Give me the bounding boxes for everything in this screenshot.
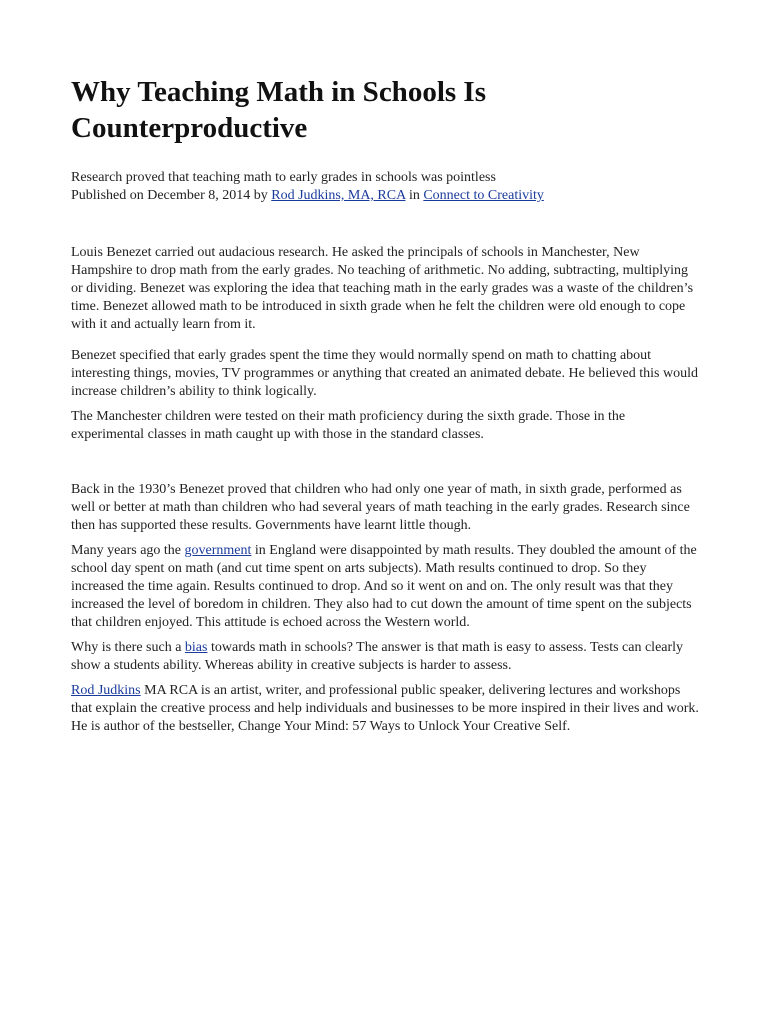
paragraph-2: Benezet specified that early grades spent the time they would normally spend on math to chatting about interesting things, movies, TV programmes or anything that created an animated debate. He believed this would increase children’s ability to think logically. bbox=[71, 348, 698, 399]
paragraph-5 bbox=[71, 542, 701, 632]
article-title: Why Teaching Math in Schools Is Counterproductive bbox=[71, 76, 486, 144]
bias-link[interactable]: bias bbox=[184, 640, 208, 655]
byline bbox=[71, 187, 701, 205]
author-bio-text: MA RCA is an artist, writer, and professional public speaker, delivering lectures and workshops that explain the creative process and help individuals and businesses to be more inspired in their lives and work. He is author of the bestseller, Change Your Mind: 57 Ways to Unlock Your Creative Self. bbox=[71, 683, 699, 734]
author-link[interactable]: Rod Judkins, MA, RCA bbox=[271, 188, 406, 203]
paragraph-6-start: Why is there such a bbox=[71, 640, 185, 655]
author-bio bbox=[71, 682, 701, 736]
byline-in: in bbox=[405, 188, 424, 203]
paragraph-6-end: towards math in schools? The answer is that math is easy to assess. Tests can clearly show a students ability. Whereas ability in creative subjects is harder to assess. bbox=[71, 640, 684, 673]
published-date: Published on December 8, 2014 by bbox=[71, 188, 272, 203]
paragraph-1: Louis Benezet carried out audacious research. He asked the principals of schools in Manchester, New Hampshire to drop math from the early grades. No teaching of arithmetic. No adding, subtracting, multiplying or dividing. Benezet was exploring the idea that teaching math in the early grades was a waste of the children’s time. Benezet allowed math to be introduced in sixth grade when he felt the children were old enough to cope with it and actually learn from it. bbox=[71, 245, 694, 332]
paragraph-3: The Manchester children were tested on their math proficiency during the sixth grade. Those in the experimental classes in math caught up with those in the standard classes. bbox=[71, 409, 626, 442]
article-subtitle: Research proved that teaching math to early grades in schools was pointless bbox=[71, 170, 496, 185]
bio-author-link[interactable]: Rod Judkins bbox=[71, 683, 141, 698]
government-link[interactable]: government bbox=[184, 543, 252, 558]
article bbox=[71, 74, 701, 736]
paragraph-6 bbox=[71, 639, 701, 675]
paragraph-4: Back in the 1930’s Benezet proved that children who had only one year of math, in sixth grade, performed as well or better at math than children who had several years of math teaching in the early grades. Research since then has supported these results. Governments have learnt little though. bbox=[71, 482, 690, 533]
paragraph-5-start: Many years ago the bbox=[71, 543, 185, 558]
paragraph-5-end: in England were disappointed by math results. They doubled the amount of the school day spent on math (and cut time spent on arts subjects). Math results continued to drop. So they increased the time again. Results continued to drop. And so it went on and on. The only result was that they increased the level of boredom in children. They also had to cut down the amount of time spent on the subjects that children enjoyed. This attitude is echoed across the Western world. bbox=[71, 543, 697, 630]
publication-link[interactable]: Connect to Creativity bbox=[423, 188, 544, 203]
